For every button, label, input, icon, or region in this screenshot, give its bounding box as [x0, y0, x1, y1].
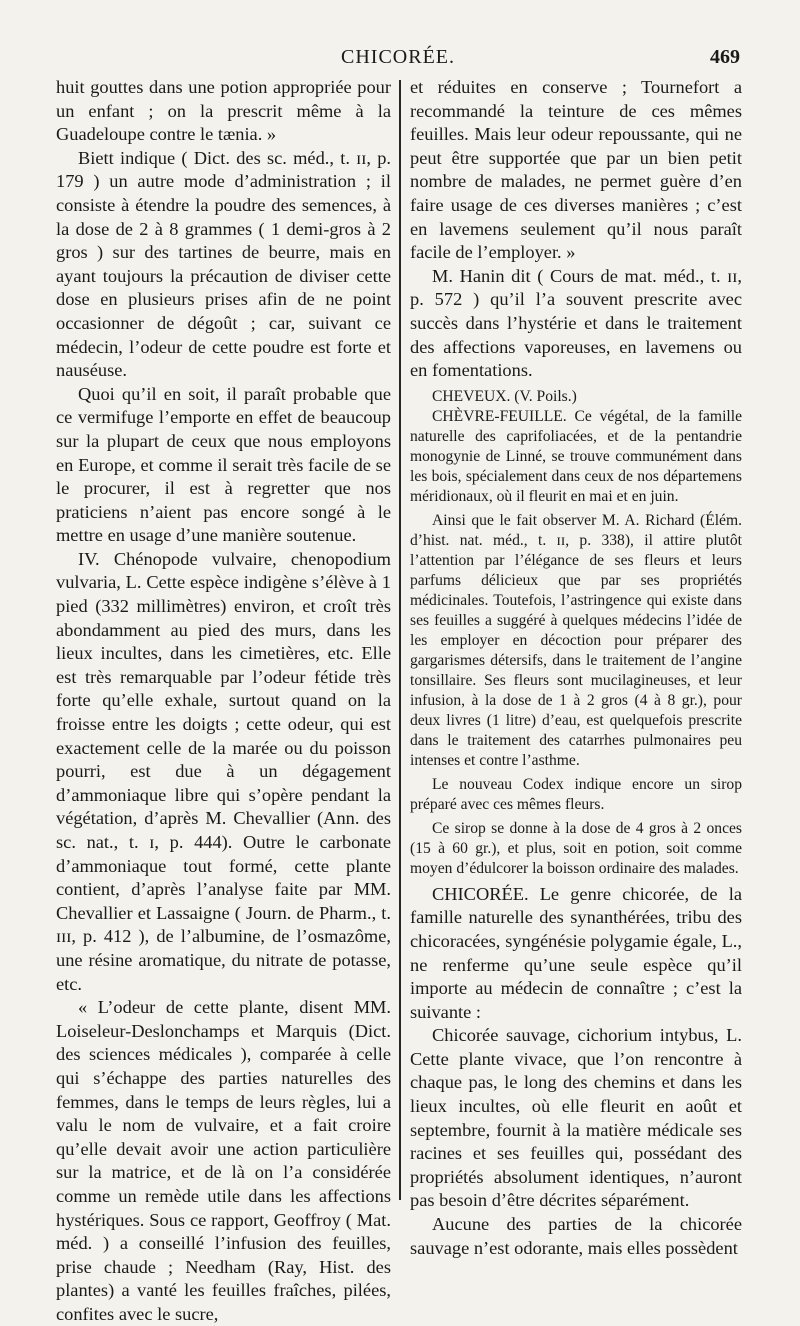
paragraph-chenopode-vulvaire: IV. Chénopode vulvaire, chenopodium vulvaria, L. Cette espèce indigène s’élève à 1 pied (332 millimètres) environ, et croît très abondamment au pied des murs, dans les lieux incultes, dans les cimetières, etc. Elle est très remarquable par l’odeur fétide très forte qu’elle exhale, surtout quand on la froisse entre les doigts ; cette odeur, qui est exactement celle de la marée ou du poisson pourri, est due à un dégagement d’ammoniaque libre qui s’opère pendant la végétation, d’après M. Chevallier (Ann. des sc. nat., t. ɪ, p. 444). Outre le carbonate d’ammoniaque tout formé, cette plante contient, d’après l’analyse faite par MM. Chevallier et Lassaigne ( Journ. de Pharm., t. ɪɪɪ, p. 412 ), de l’albumine, de l’osmazôme, une résine aromatique, du nitrate de potasse, etc.	[56, 548, 391, 994]
paragraph-richard: Ainsi que le fait observer M. A. Richard (Élém. d’hist. nat. méd., t. ɪɪ, p. 338), il attire plutôt l’attention par l’élégance de ses fleurs et leurs parfums délicieux que par ses propriétés médicinales. Toutefois, l’astringence qui existe dans ses feuilles a suggéré à quelques médecins l’idée de les employer en décoction pour préparer des gargarismes détersifs, dans le traitement de l’angine tonsillaire. Ses fleurs sont mucilagineuses, et leur infusion, à la dose de 1 à 2 gros (4 à 8 gr.), pour deux livres (1 litre) d’eau, est quelquefois prescrite dans le traitement des catarrhes pulmonaires peu intenses et contre l’asthme.	[410, 511, 742, 769]
left-column	[56, 76, 391, 1324]
paragraph-continuation: huit gouttes dans une potion appropriée pour un enfant ; on la prescrit même à la Guadeloupe contre le tænia. »	[56, 77, 391, 145]
running-header	[56, 46, 740, 76]
running-title: CHICORÉE.	[341, 46, 455, 68]
entry-chevre-feuille: CHÈVRE-FEUILLE. Ce végétal, de la famille naturelle des caprifoliacées, et de la pentandrie monogynie de Linné, se trouve communément dans les bois, spécialement dans ceux de nos départemens méridionaux, où il fleurit en mai et en juin.	[410, 407, 742, 505]
paragraph-vermifuge: Quoi qu’il en soit, il paraît probable que ce vermifuge l’emporte en effet de beaucoup sur la plupart de ceux que nous employons en Europe, et comme il serait très facile de se le procurer, il est à regretter que nos praticiens n’aient pas encore songé à le mettre en usage d’une manière soutenue.	[56, 383, 391, 546]
paragraph-chicoree-sauvage: Chicorée sauvage, cichorium intybus, L. Cette plante vivace, que l’on rencontre à chaque pas, le long des chemins et dans les lieux incultes, où elle fleurit en août et septembre, fournit à la matière médicale ses racines et ses feuilles qui, possédant des propriétés absolument identiques, n’auront pas besoin d’être décrites séparément.	[410, 1025, 742, 1211]
paragraph-quote-loiseleur: « L’odeur de cette plante, disent MM. Loiseleur-Deslonchamps et Marquis (Dict. des sciences médicales ), comparée à celle qui s’échappe des parties naturelles des femmes, dans le temps de leurs règles, lui a valu le nom de vulvaire, et a fait croire qu’elle devait avoir une action particulière sur la matrice, et de là on l’a considérée comme un remède utile dans les affections hystériques. Sous ce rapport, Geoffroy ( Mat. méd. ) a conseillé l’infusion des feuilles, prise chaude ; Needham (Ray, Hist. des plantes) a vanté les feuilles fraîches, pilées, confites avec le sucre,	[56, 997, 391, 1324]
column-divider	[399, 80, 401, 1200]
page-number: 469	[710, 46, 740, 68]
paragraph-sirop: Ce sirop se donne à la dose de 4 gros à 2 onces (15 à 60 gr.), et plus, soit en potion, soit comme moyen d’édulcorer la boisson ordinaire des malades.	[410, 819, 742, 877]
paragraph-continuation-right: et réduites en conserve ; Tournefort a recommandé la teinture de ces mêmes feuilles. Mais leur odeur repoussante, qui ne peut être supportée que par un bien petit nombre de malades, ne permet guère d’en faire usage de ces diverses manières ; c’est en lavemens seulement qu’il nous paraît facile de l’employer. »	[410, 77, 742, 263]
paragraph-hanin: M. Hanin dit ( Cours de mat. méd., t. ɪɪ, p. 572 ) qu’il l’a souvent prescrite avec succès dans l’hystérie et dans le traitement des affections vaporeuses, en lavemens ou en fomentations.	[410, 265, 742, 381]
right-column	[410, 76, 742, 1258]
paragraph-odeur: Aucune des parties de la chicorée sauvage n’est odorante, mais elles possèdent	[410, 1214, 742, 1258]
paragraph-codex: Le nouveau Codex indique encore un sirop préparé avec ces mêmes fleurs.	[410, 775, 742, 813]
entry-chicoree: CHICORÉE. Le genre chicorée, de la famille naturelle des synanthérées, tribu des chicoracées, syngénésie polygamie égale, L., ne renferme qu’une seule espèce qu’il importe au médecin de connaître ; c’est la suivante :	[410, 883, 742, 1022]
entry-cheveux: CHEVEUX. (V. Poils.)	[432, 387, 577, 405]
paragraph-biett: Biett indique ( Dict. des sc. méd., t. ɪɪ, p. 179 ) un autre mode d’administration ; il consiste à étendre la poudre des semences, à la dose de 2 à 8 grammes ( 1 demi-gros à 2 gros ) sur des tartines de beurre, mais en ayant toujours la précaution de diviser cette dose en plusieurs prises afin de ne point occasionner de dégoût ; car, suivant ce médecin, l’odeur de cette poudre est forte et nauséuse.	[56, 147, 391, 381]
